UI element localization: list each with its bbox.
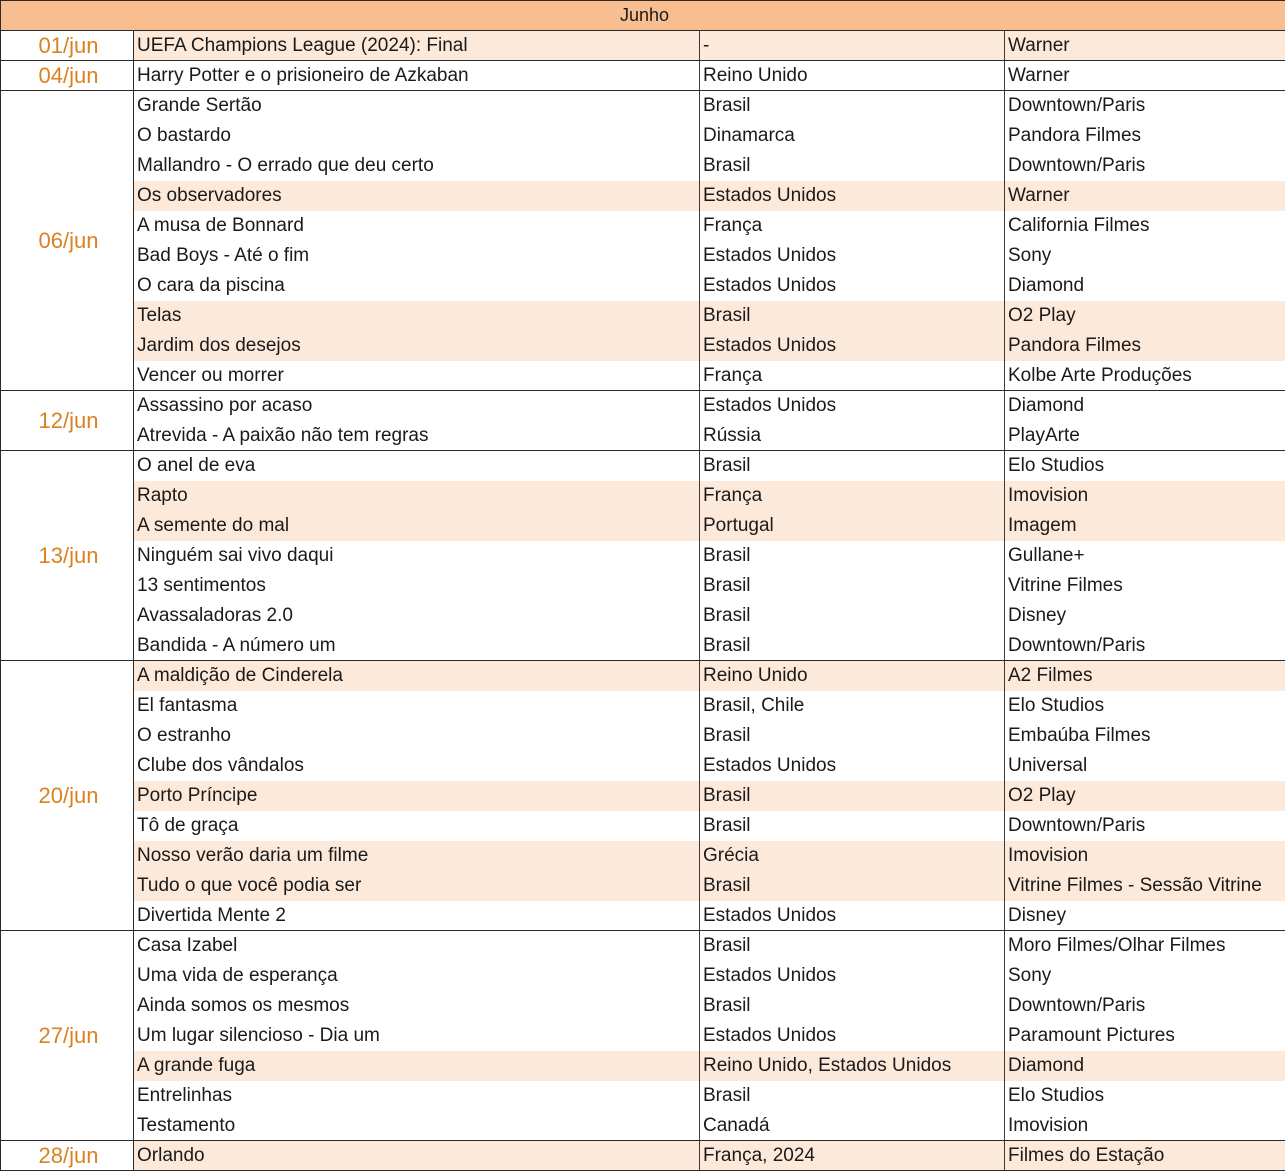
movie-title-cell: Ninguém sai vivo daqui	[134, 541, 700, 571]
release-date-cell: 12/jun	[1, 391, 134, 451]
table-row	[1, 631, 1285, 661]
country-cell: França	[700, 481, 1005, 511]
distributor-cell: Diamond	[1005, 271, 1285, 301]
movie-title-cell: El fantasma	[134, 691, 700, 721]
country-cell: Brasil	[700, 1081, 1005, 1111]
movie-title-cell: O anel de eva	[134, 451, 700, 481]
country-cell: Brasil	[700, 811, 1005, 841]
country-cell: Brasil	[700, 91, 1005, 121]
release-date-cell: 06/jun	[1, 91, 134, 391]
distributor-cell: Vitrine Filmes - Sessão Vitrine	[1005, 871, 1285, 901]
table-row	[1, 421, 1285, 451]
table-row	[1, 391, 1285, 421]
country-cell: Brasil	[700, 571, 1005, 601]
movie-title-cell: O bastardo	[134, 121, 700, 151]
table-row	[1, 691, 1285, 721]
release-date-cell: 13/jun	[1, 451, 134, 661]
table-row	[1, 871, 1285, 901]
country-cell: Portugal	[700, 511, 1005, 541]
distributor-cell: Imovision	[1005, 481, 1285, 511]
distributor-cell: Imagem	[1005, 511, 1285, 541]
movie-title-cell: UEFA Champions League (2024): Final	[134, 31, 700, 61]
distributor-cell: Pandora Filmes	[1005, 121, 1285, 151]
table-row	[1, 451, 1285, 481]
movie-title-cell: O cara da piscina	[134, 271, 700, 301]
movie-title-cell: Divertida Mente 2	[134, 901, 700, 931]
table-row	[1, 241, 1285, 271]
table-row	[1, 1141, 1285, 1171]
month-header: Junho	[1, 1, 1285, 31]
country-cell: Reino Unido	[700, 661, 1005, 691]
country-cell: Estados Unidos	[700, 901, 1005, 931]
distributor-cell: Sony	[1005, 241, 1285, 271]
distributor-cell: Diamond	[1005, 1051, 1285, 1081]
country-cell: Brasil	[700, 631, 1005, 661]
distributor-cell: Diamond	[1005, 391, 1285, 421]
country-cell: Brasil	[700, 871, 1005, 901]
table-row	[1, 511, 1285, 541]
country-cell: Brasil	[700, 721, 1005, 751]
distributor-cell: Moro Filmes/Olhar Filmes	[1005, 931, 1285, 961]
distributor-cell: Elo Studios	[1005, 1081, 1285, 1111]
table-row	[1, 301, 1285, 331]
country-cell: Estados Unidos	[700, 391, 1005, 421]
country-cell: -	[700, 31, 1005, 61]
country-cell: Brasil	[700, 541, 1005, 571]
table-row	[1, 901, 1285, 931]
movie-title-cell: Atrevida - A paixão não tem regras	[134, 421, 700, 451]
country-cell: Brasil	[700, 781, 1005, 811]
movie-title-cell: Testamento	[134, 1111, 700, 1141]
table-row	[1, 91, 1285, 121]
distributor-cell: Paramount Pictures	[1005, 1021, 1285, 1051]
table-row	[1, 541, 1285, 571]
distributor-cell: Imovision	[1005, 841, 1285, 871]
distributor-cell: Downtown/Paris	[1005, 151, 1285, 181]
movie-title-cell: Clube dos vândalos	[134, 751, 700, 781]
country-cell: Reino Unido	[700, 61, 1005, 91]
movie-title-cell: A maldição de Cinderela	[134, 661, 700, 691]
movie-title-cell: Orlando	[134, 1141, 700, 1171]
header-row	[1, 1, 1285, 31]
distributor-cell: Downtown/Paris	[1005, 811, 1285, 841]
table-row	[1, 931, 1285, 961]
country-cell: Estados Unidos	[700, 1021, 1005, 1051]
movie-title-cell: Mallandro - O errado que deu certo	[134, 151, 700, 181]
table-row	[1, 841, 1285, 871]
movie-title-cell: Telas	[134, 301, 700, 331]
distributor-cell: O2 Play	[1005, 301, 1285, 331]
table-row	[1, 271, 1285, 301]
table-row	[1, 61, 1285, 91]
country-cell: Estados Unidos	[700, 961, 1005, 991]
distributor-cell: Warner	[1005, 181, 1285, 211]
movie-title-cell: Nosso verão daria um filme	[134, 841, 700, 871]
country-cell: Dinamarca	[700, 121, 1005, 151]
distributor-cell: Warner	[1005, 31, 1285, 61]
distributor-cell: Elo Studios	[1005, 451, 1285, 481]
table-row	[1, 1081, 1285, 1111]
movie-title-cell: 13 sentimentos	[134, 571, 700, 601]
movie-title-cell: A musa de Bonnard	[134, 211, 700, 241]
country-cell: França	[700, 211, 1005, 241]
movie-title-cell: Vencer ou morrer	[134, 361, 700, 391]
movie-title-cell: Um lugar silencioso - Dia um	[134, 1021, 700, 1051]
movie-title-cell: Tudo o que você podia ser	[134, 871, 700, 901]
movie-title-cell: A semente do mal	[134, 511, 700, 541]
distributor-cell: Downtown/Paris	[1005, 631, 1285, 661]
movie-title-cell: Entrelinhas	[134, 1081, 700, 1111]
movie-title-cell: Bad Boys - Até o fim	[134, 241, 700, 271]
table-row	[1, 1021, 1285, 1051]
table-row	[1, 151, 1285, 181]
distributor-cell: Vitrine Filmes	[1005, 571, 1285, 601]
movie-title-cell: Jardim dos desejos	[134, 331, 700, 361]
table-row	[1, 361, 1285, 391]
country-cell: Grécia	[700, 841, 1005, 871]
movie-title-cell: Bandida - A número um	[134, 631, 700, 661]
release-date-cell: 04/jun	[1, 61, 134, 91]
movie-title-cell: O estranho	[134, 721, 700, 751]
release-date-cell: 01/jun	[1, 31, 134, 61]
country-cell: França	[700, 361, 1005, 391]
distributor-cell: Downtown/Paris	[1005, 91, 1285, 121]
distributor-cell: A2 Filmes	[1005, 661, 1285, 691]
movie-title-cell: Os observadores	[134, 181, 700, 211]
movie-title-cell: Assassino por acaso	[134, 391, 700, 421]
distributor-cell: Kolbe Arte Produções	[1005, 361, 1285, 391]
table-row	[1, 1051, 1285, 1081]
table-row	[1, 121, 1285, 151]
country-cell: Brasil, Chile	[700, 691, 1005, 721]
country-cell: Brasil	[700, 601, 1005, 631]
country-cell: Canadá	[700, 1111, 1005, 1141]
table-row	[1, 31, 1285, 61]
table-row	[1, 721, 1285, 751]
country-cell: Brasil	[700, 931, 1005, 961]
distributor-cell: Warner	[1005, 61, 1285, 91]
distributor-cell: Gullane+	[1005, 541, 1285, 571]
distributor-cell: PlayArte	[1005, 421, 1285, 451]
movie-title-cell: Ainda somos os mesmos	[134, 991, 700, 1021]
movie-title-cell: Grande Sertão	[134, 91, 700, 121]
distributor-cell: O2 Play	[1005, 781, 1285, 811]
country-cell: Brasil	[700, 151, 1005, 181]
country-cell: Rússia	[700, 421, 1005, 451]
country-cell: França, 2024	[700, 1141, 1005, 1171]
country-cell: Reino Unido, Estados Unidos	[700, 1051, 1005, 1081]
movie-title-cell: Porto Príncipe	[134, 781, 700, 811]
table-body	[1, 31, 1285, 1171]
movie-title-cell: Avassaladoras 2.0	[134, 601, 700, 631]
distributor-cell: Embaúba Filmes	[1005, 721, 1285, 751]
table-row	[1, 811, 1285, 841]
country-cell: Estados Unidos	[700, 241, 1005, 271]
distributor-cell: Filmes do Estação	[1005, 1141, 1285, 1171]
distributor-cell: California Filmes	[1005, 211, 1285, 241]
country-cell: Estados Unidos	[700, 331, 1005, 361]
release-date-cell: 27/jun	[1, 931, 134, 1141]
table-row	[1, 601, 1285, 631]
country-cell: Brasil	[700, 991, 1005, 1021]
distributor-cell: Universal	[1005, 751, 1285, 781]
movie-title-cell: Uma vida de esperança	[134, 961, 700, 991]
distributor-cell: Imovision	[1005, 1111, 1285, 1141]
distributor-cell: Elo Studios	[1005, 691, 1285, 721]
distributor-cell: Downtown/Paris	[1005, 991, 1285, 1021]
table-row	[1, 751, 1285, 781]
distributor-cell: Disney	[1005, 601, 1285, 631]
release-date-cell: 28/jun	[1, 1141, 134, 1171]
table-row	[1, 781, 1285, 811]
table-row	[1, 661, 1285, 691]
distributor-cell: Pandora Filmes	[1005, 331, 1285, 361]
table-row	[1, 331, 1285, 361]
release-date-cell: 20/jun	[1, 661, 134, 931]
table-row	[1, 1111, 1285, 1141]
movie-title-cell: Harry Potter e o prisioneiro de Azkaban	[134, 61, 700, 91]
table-row	[1, 571, 1285, 601]
movie-title-cell: Tô de graça	[134, 811, 700, 841]
table-row	[1, 961, 1285, 991]
table-row	[1, 211, 1285, 241]
country-cell: Estados Unidos	[700, 271, 1005, 301]
country-cell: Estados Unidos	[700, 751, 1005, 781]
movie-title-cell: Casa Izabel	[134, 931, 700, 961]
country-cell: Brasil	[700, 301, 1005, 331]
table-row	[1, 181, 1285, 211]
movie-title-cell: Rapto	[134, 481, 700, 511]
country-cell: Estados Unidos	[700, 181, 1005, 211]
table-row	[1, 991, 1285, 1021]
movie-title-cell: A grande fuga	[134, 1051, 700, 1081]
table-row	[1, 481, 1285, 511]
distributor-cell: Disney	[1005, 901, 1285, 931]
country-cell: Brasil	[700, 451, 1005, 481]
distributor-cell: Sony	[1005, 961, 1285, 991]
